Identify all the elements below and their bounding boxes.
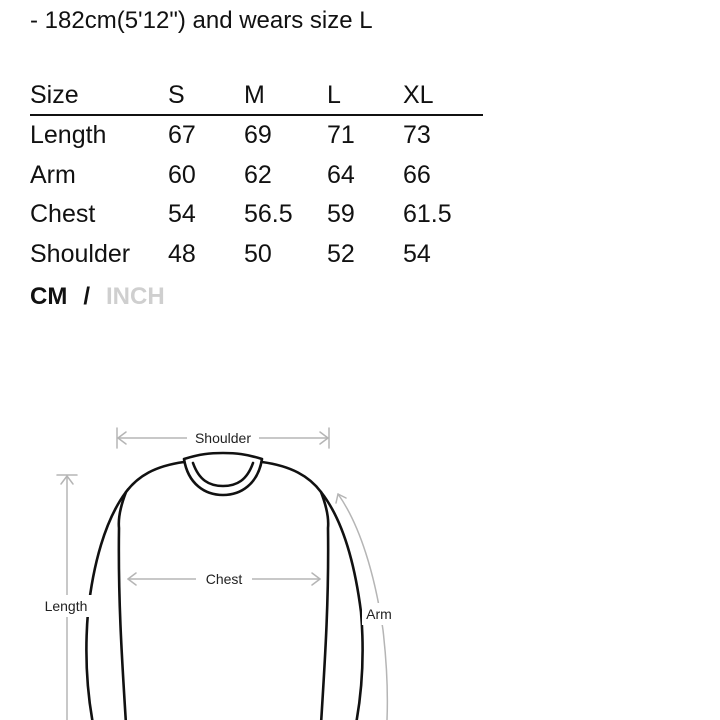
cell-value: 54 [403,239,431,268]
cell-value: 67 [168,121,196,150]
cell-value: 64 [327,160,355,189]
header-s: S [168,76,244,115]
neckband-outer [184,453,262,495]
left-sleeve-seam [119,492,126,720]
header-l: L [327,76,403,115]
cell-value: 69 [244,121,272,150]
row-label: Arm [30,160,76,189]
header-m: M [244,76,327,115]
cell-value: 62 [244,160,272,189]
header-size: Size [30,76,168,115]
cell-value: 61.5 [403,200,452,229]
cell-value: 73 [403,121,431,150]
cell-value: 59 [327,200,355,229]
cell-value: 54 [168,200,196,229]
cell-value: 50 [244,239,272,268]
row-label: Length [30,121,107,150]
model-fit-note: - 182cm(5'12") and wears size L [30,7,373,34]
header-xl: XL [403,76,483,115]
arm-label: Arm [366,606,392,622]
garment-body-outline [86,462,362,720]
unit-cm-option[interactable]: CM [30,283,68,310]
row-label: Chest [30,200,96,229]
cell-value: 60 [168,160,196,189]
cell-value: 56.5 [244,200,293,229]
cell-value: 52 [327,239,355,268]
unit-separator: / [83,283,90,310]
unit-inch-option[interactable]: INCH [106,283,165,310]
shoulder-label: Shoulder [194,430,252,446]
cell-value: 71 [327,121,355,150]
neckband-inner [193,463,253,486]
chest-label: Chest [205,571,243,587]
length-label: Length [44,598,88,614]
cell-value: 48 [168,239,196,268]
cell-value: 66 [403,160,431,189]
row-label: Shoulder [30,239,131,268]
right-sleeve-seam [321,492,328,720]
